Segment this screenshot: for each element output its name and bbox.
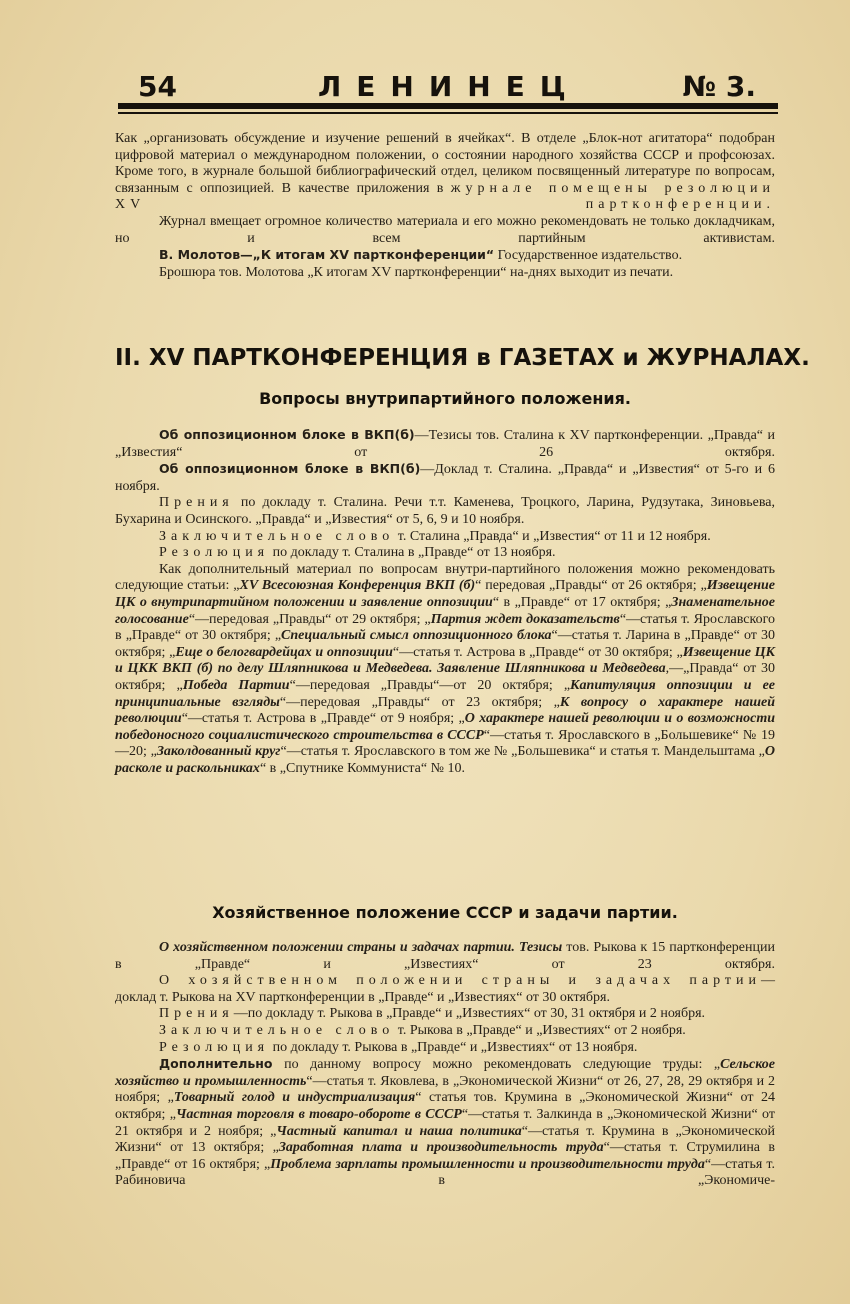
article-title: Частный капитал и наша политика	[276, 1123, 522, 1139]
party-item-5: Резолюция по докладу т. Сталина в „Правде“ от 13 ноября.	[159, 545, 556, 561]
page-header	[118, 70, 778, 104]
intro-paragraph-1: Как „организовать обсуждение и изучение решений в ячейках“. В отделе „Блок-нот агитатора“ подобран цифровой материал о международном положении, о состоянии народного хозяйства СССР и профсоюзах. Кроме того, в журнале большой библиографический отдел, целиком посвященный литературе по вопросам, связанным с оппозицией. В качестве приложения в журнале помещены резолюции XV партконференции.	[115, 131, 776, 213]
party-item-1: Об оппозиционном блоке в ВКП(б)—Тезисы тов. Сталина к XV партконференции. „Правда“ и „Известия“ от 26 октября.	[115, 427, 776, 460]
article-title: Заработная плата и производительность труда	[278, 1140, 604, 1156]
article-title: Проблема зарплаты промышленности и производительности труда	[270, 1156, 705, 1172]
article-title: Извещение ЦК и ЦКК ВКП (б) по делу Шляпникова и Медведева. Заявление Шляпникова и Медведева	[115, 644, 776, 677]
article-title: XV Всесоюзная Конференция ВКП (б)	[239, 578, 476, 594]
article-title: Победа Партии	[182, 677, 290, 693]
economy-item-1: О хозяйственном положении страны и задачах партии. Тезисы тов. Рыкова к 15 партконференции в „Правде“ и „Известиях“ от 23 октября.	[115, 940, 775, 972]
party-item-2: Об оппозиционном блоке в ВКП(б)—Доклад т. Сталина. „Правда“ и „Известия“ от 5-го и 6 ноября.	[115, 461, 776, 494]
article-title: Сельское хозяйство и промышленность	[115, 1057, 775, 1089]
article-title: О характере нашей революции и о возможности победоносного социалистического строительства в СССР	[115, 711, 775, 743]
article-title: Извещение ЦК о внутрипартийном положении и заявление оппозиции	[115, 578, 775, 610]
economy-item-4: Заключительное слово т. Рыкова в „Правде“ и „Известиях“ от 2 ноября.	[159, 1022, 686, 1038]
journal-title: ЛЕНИНЕЦ	[318, 70, 581, 103]
intro-paragraph-4: Брошюра тов. Молотова „К итогам XV партконференции“ на-днях выходит из печати.	[159, 264, 674, 280]
header-rule-thick	[118, 103, 778, 109]
article-title: Знаменательное голосование	[115, 594, 775, 627]
intro-paragraph-3: В. Молотов—„К итогам XV партконференции“ Государственное издательство.	[159, 247, 683, 264]
header-rule-thin	[118, 112, 778, 114]
economy-block	[115, 940, 775, 1190]
economy-item-3: Прения—по докладу т. Рыкова в „Правде“ и „Известиях“ от 30, 31 октября и 2 ноября.	[159, 1006, 706, 1022]
article-title: К вопросу о характере нашей революции	[115, 694, 776, 727]
intro-block	[115, 131, 775, 281]
economy-additional-materials: Дополнительно по данному вопросу можно рекомендовать следующие труды: „Сельское хозяйство и промышленность“—статья т. Яковлева, в „Экономической Жизни“ от 26, 27, 28, 29 октября и 2 ноября; „Товарный голод и индустриализация“ статья тов. Крумина в „Экономической Жизни“ от 24 октября; „Частная торговля в товаро-обороте в СССР“—статья т. Залкинда в „Экономической Жизни“ от 21 октября и 2 ноября; „Частный капитал и наша политика“—статья т. Крумина в „Экономической Жизни“ от 13 октября; „Заработная плата и производительность труда“—статья т. Струмилина в „Правде“ от 16 октября; „Проблема зарплаты промышленности и производительности труда“—статья т. Рабиновича в „Экономиче-	[115, 1056, 775, 1189]
party-item-4: Заключительное слово т. Сталина „Правда“ и „Известия“ от 11 и 12 ноября.	[159, 528, 711, 544]
economy-item-2: О хозяйственном положении страны и задачах партии—доклад т. Рыкова на XV партконференции в „Правде“ и „Известиях“ от 30 октября.	[115, 973, 775, 1005]
intro-paragraph-2: Журнал вмещает огромное количество материала и его можно рекомендовать не только докладчикам, но и всем партийным активистам.	[115, 213, 775, 246]
article-title: Капитуляция оппозиции и ее принципиальные взгляды	[115, 677, 775, 710]
party-position-block	[115, 427, 775, 777]
section-title: II. XV ПАРТКОНФЕРЕНЦИЯ в ГАЗЕТАХ и ЖУРНАЛАХ.	[115, 345, 810, 371]
article-title: Специальный смысл оппозиционного блока	[281, 628, 552, 644]
article-title: Частная торговля в товаро-обороте в СССР	[175, 1106, 462, 1122]
page-number: 54	[138, 70, 177, 103]
economy-item-5: Резолюция по докладу т. Рыкова в „Правде“ и „Известиях“ от 13 ноября.	[159, 1039, 638, 1055]
article-title: О расколе и раскольниках	[115, 744, 775, 776]
article-title: Заколдованный круг	[156, 744, 281, 760]
issue-number: № 3.	[682, 70, 756, 103]
subsection-heading-economy: Хозяйственное положение СССР и задачи партии.	[212, 903, 678, 922]
article-title: Еще о белогвардейцах и оппозиции	[175, 644, 393, 660]
party-item-3: Прения по докладу т. Сталина. Речи т.т. Каменева, Троцкого, Ларина, Рудзутака, Зиновьева, Бухарина и Осинского. „Правда“ и „Известия“ от 5, 6, 9 и 10 ноября.	[115, 495, 776, 527]
subsection-heading-party: Вопросы внутрипартийного положения.	[259, 389, 631, 408]
article-title: Партия ждет доказательств	[430, 611, 620, 627]
party-additional-materials: Как дополнительный материал по вопросам внутри-партийного положения можно рекомендовать следующие статьи: „XV Всесоюзная Конференция ВКП (б)“ передовая „Правды“ от 26 октября; „Извещение ЦК о внутрипартийном положении и заявление оппозиции“ в „Правде“ от 17 октября; „Знаменательное голосование“—передовая „Правды“ от 29 октября; „Партия ждет доказательств“—статья т. Ярославского в „Правде“ от 30 октября; „Специальный смысл оппозиционного блока“—статья т. Ларина в „Правде“ от 30 октября; „Еще о белогвардейцах и оппозиции“—статья т. Астрова в „Правде“ от 30 октября; „Извещение ЦК и ЦКК ВКП (б) по делу Шляпникова и Медведева. Заявление Шляпникова и Медведева,—„Правда“ от 30 октября; „Победа Партии“—передовая „Правды“—от 20 октября; „Капитуляция оппозиции и ее принципиальные взгляды“—передовая „Правды“ от 23 октября; „К вопросу о характере нашей революции“—статья т. Астрова в „Правде“ от 9 ноября; „О характере нашей революции и о возможности победоносного социалистического строительства в СССР“—статья т. Ярославского в „Большевике“ № 19—20; „Заколдованный круг“—статья т. Ярославского в том же № „Большевика“ и статья т. Мандельштама „О расколе и раскольниках“ в „Спутнике Коммуниста“ № 10.	[115, 561, 776, 776]
article-title: Товарный голод и индустриализация	[173, 1090, 416, 1106]
